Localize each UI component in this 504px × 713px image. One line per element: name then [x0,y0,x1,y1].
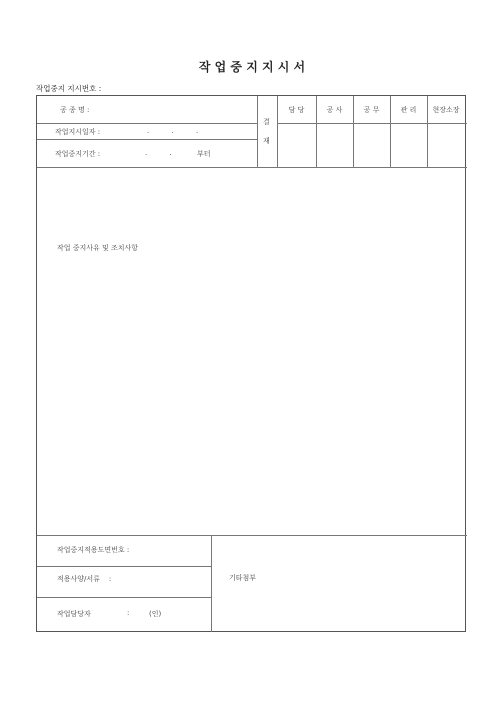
approval-side-label-2: 재 [263,137,270,145]
approval-col-affairs: 공 무 [363,106,380,114]
applicable-docs-label: 적용사양/서류 : [57,575,112,583]
manager-label: 작업담당자 [57,610,91,618]
divider [37,167,467,168]
approval-col-management: 관 리 [400,106,417,114]
divider [37,123,257,124]
period-label: 작업중지기간 : [55,150,101,158]
period-dots: . . [145,149,172,157]
divider [211,535,212,632]
order-date-dots: . . . [147,127,199,135]
approval-side-label-1: 결 [263,118,270,126]
form-frame [36,95,466,632]
document-title: 작 업 중 지 지 시 서 [198,60,306,74]
order-date-label: 작업지시일자 : [55,128,101,136]
seal-label: (인) [149,610,162,618]
divider [277,123,467,124]
doc-number-label: 작업중지 지시번호 : [36,84,102,93]
divider [37,566,211,567]
divider [37,597,211,598]
approval-col-construction: 공 사 [326,106,343,114]
project-name-label: 공 종 명 : [60,106,90,114]
manager-colon: : [127,609,130,617]
attachments-label: 기타첨부 [229,574,257,582]
approval-col-site-manager: 현장소장 [432,106,460,114]
divider [37,535,467,536]
divider [257,96,258,167]
reason-label: 작업 중지사유 및 조치사항 [57,244,139,252]
divider [37,139,257,140]
drawing-no-label: 작업중지적용도면번호 : [57,546,130,554]
period-suffix: 부터 [197,150,211,158]
approval-col-staff: 담 당 [288,106,305,114]
